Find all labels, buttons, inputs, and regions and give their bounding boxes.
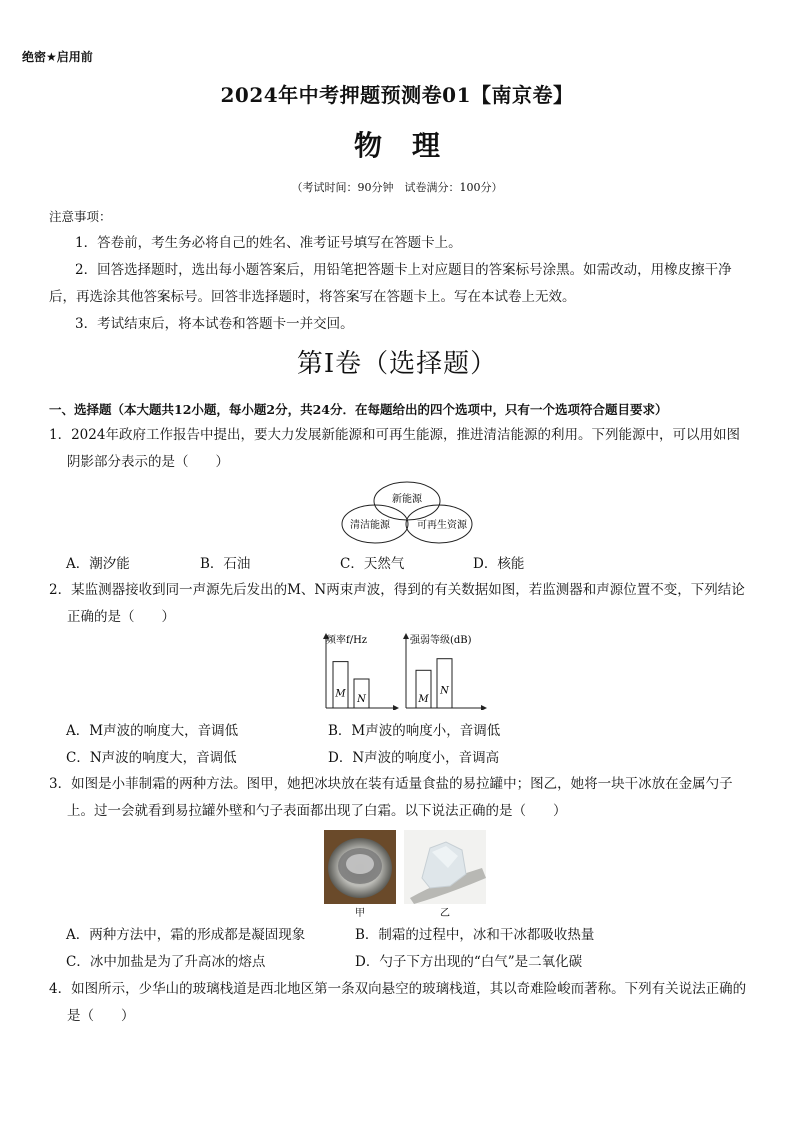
- question-4-stem: 4．如图所示，少华山的玻璃栈道是西北地区第一条双向悬空的玻璃栈道，其以奇难险峻而著称。下列有关说法正确的是（ ）: [49, 981, 747, 1024]
- notes-heading: 注意事项：: [49, 209, 112, 224]
- loudness-bar-n: [437, 659, 452, 708]
- secret-label: 绝密★启用前: [22, 50, 93, 64]
- subject-title: 物理: [353, 129, 470, 162]
- loudness-ylabel: 强弱等级(dB): [410, 635, 472, 646]
- note-item: 3．考试结束后，将本试卷和答题卡一并交回。: [75, 316, 354, 332]
- venn-label: 清洁能源: [350, 520, 390, 531]
- frequency-bar-m: [333, 662, 348, 708]
- section-label: 一、选择题: [49, 402, 112, 417]
- option-d[interactable]: D．勺子下方出现的“白气”是二氧化碳: [355, 954, 583, 970]
- photo-jia: [324, 830, 396, 904]
- loudness-chart: [406, 633, 484, 708]
- option-a[interactable]: A．两种方法中，霜的形成都是凝固现象: [66, 927, 306, 943]
- option-a[interactable]: A．M声波的响度大，音调低: [66, 723, 239, 739]
- bar-label-n: N: [440, 685, 449, 697]
- option-d[interactable]: D．核能: [473, 556, 525, 572]
- option-b[interactable]: B．M声波的响度小，音调低: [328, 723, 501, 739]
- question-1-stem: 1．2024年政府工作报告中提出，要大力发展新能源和可再生能源，推进清洁能源的利用。下列能源中，可以用如图阴影部分表示的是（ ）: [49, 427, 740, 470]
- sound-wave-bar-charts: [318, 630, 488, 710]
- option-d[interactable]: D．N声波的响度小，音调高: [328, 750, 500, 766]
- venn-diagram: [338, 480, 476, 546]
- frost-photos: [322, 828, 490, 920]
- section-heading: [49, 400, 668, 418]
- section-desc: （本大题共12小题，每小题2分，共24分．在每题给出的四个选项中，只有一个选项符合题目要求）: [111, 402, 668, 417]
- bar-label-n: N: [357, 694, 366, 705]
- bar-label-m: M: [335, 688, 346, 700]
- venn-label: 新能源: [392, 494, 422, 505]
- option-c[interactable]: C．冰中加盐是为了升高冰的熔点: [66, 954, 266, 970]
- exam-title: 2024年中考押题预测卷01【南京卷】: [220, 83, 574, 107]
- option-c[interactable]: C．N声波的响度大，音调低: [66, 750, 237, 766]
- question-2-stem: 2．某监测器接收到同一声源先后发出的M、N两束声波，得到的有关数据如图，若监测器和声源位置不变，下列结论正确的是（ ）: [49, 582, 745, 625]
- option-b[interactable]: B．石油: [200, 556, 251, 572]
- option-c[interactable]: C．天然气: [340, 556, 405, 572]
- venn-label: 可再生资源: [417, 520, 467, 531]
- frequency-ylabel: 频率f/Hz: [326, 635, 368, 646]
- question-3-stem: 3．如图是小菲制霜的两种方法。图甲，她把冰块放在装有适量食盐的易拉罐中；图乙，她将一块干冰放在金属勺子上。过一会就看到易拉罐外壁和勺子表面都出现了白霜。以下说法正确的是（ ）: [49, 776, 733, 819]
- note-item: 1．答卷前，考生务必将自己的姓名、准考证号填写在答题卡上。: [75, 235, 462, 251]
- option-b[interactable]: B．制霜的过程中，冰和干冰都吸收热量: [355, 927, 595, 943]
- option-a[interactable]: A．潮汐能: [66, 556, 130, 572]
- caption-yi: 乙: [440, 908, 450, 919]
- exam-info: （考试时间：90分钟 试卷满分：100分）: [291, 181, 503, 194]
- caption-jia: 甲: [355, 908, 365, 919]
- photo-yi: [404, 830, 486, 904]
- part-title: 第Ⅰ卷（选择题）: [296, 349, 498, 379]
- note-item: 2．回答选择题时，选出每小题答案后，用铅笔把答题卡上对应题目的答案标号涂黑。如需改动，用橡皮擦干净后，再选涂其他答案标号。回答非选择题时，将答案写在答题卡上。写在本试卷上无效。: [49, 262, 732, 305]
- bar-label-m: M: [418, 694, 429, 705]
- frequency-chart: [326, 633, 396, 708]
